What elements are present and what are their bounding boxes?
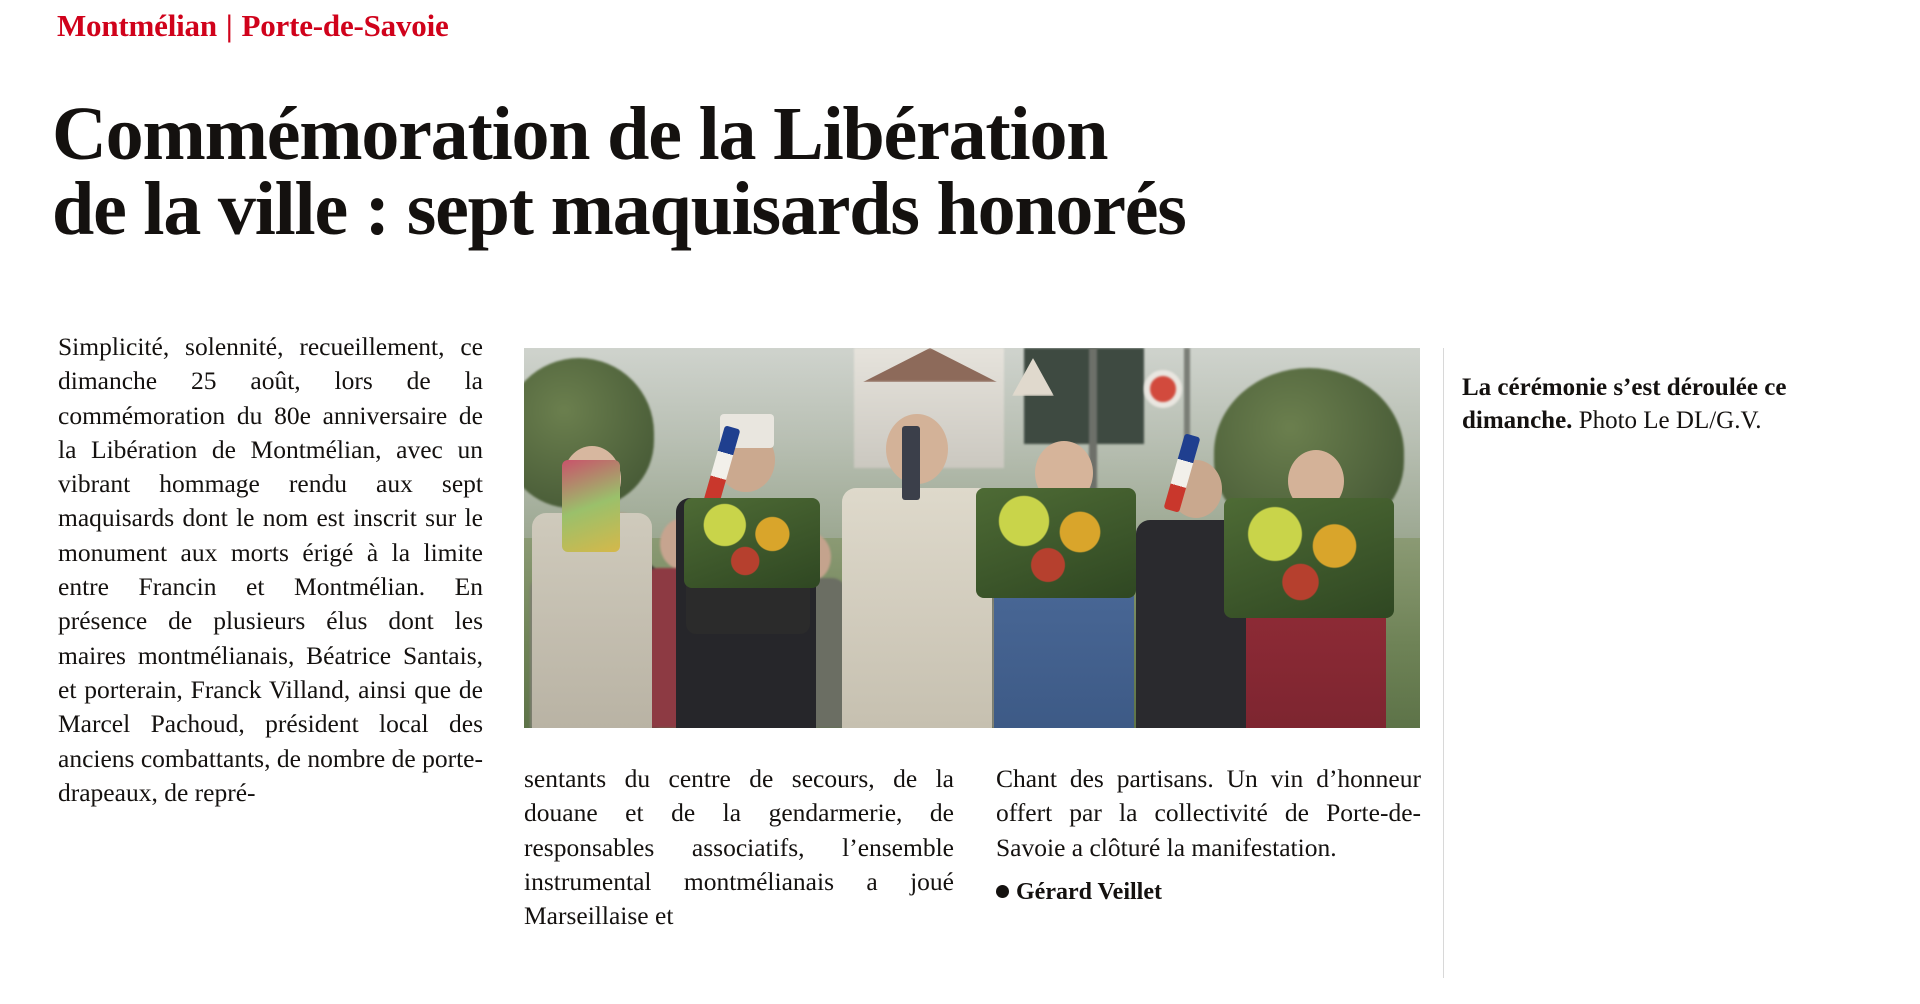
column-divider [1443,348,1444,978]
page-title [52,91,1842,252]
article-body [0,330,1920,1004]
headline-line-1: Commémoration de la Libération [52,91,1108,176]
kicker-section: Porte-de-Savoie [241,8,449,43]
headline-line-2: de la ville : sept maquisards honorés [52,167,1186,252]
bullet-icon [996,885,1009,898]
article-column-3 [996,762,1421,906]
article-paragraph: sentants du centre de secours, de la douane et de la gendarmerie, de responsables associatifs, l’ensemble instrumental montmélianais a joué Marseillaise et [524,764,954,931]
kicker-town: Montmélian [57,8,217,43]
kicker [57,8,449,44]
byline [996,879,1421,906]
byline-author: Gérard Veillet [1016,878,1162,905]
caption-credit: Photo Le DL/G.V. [1572,406,1762,434]
article-column-1 [58,330,483,810]
article-paragraph: Simplicité, solennité, recueillement, ce dimanche 25 août, lors de la commémoration du 80e anniversaire de la Libération de Montmélian, avec un vibrant hommage rendu aux sept maquisards dont le nom est inscrit sur le monument aux morts érigé à la limite entre Francin et Montmélian. En présence de plusieurs élus dont les maires montmélianais, Béatrice Santais, et porterain, Franck Villand, ainsi que de Marcel Pachoud, président local des anciens combattants, de nombre de porte-drapeaux, de repré- [58,332,483,807]
caption-lead: La cérémonie s’est déroulée ce dimanche. [1462,374,1787,434]
article-paragraph: Chant des partisans. Un vin d’honneur offert par la collectivité de Porte-de-Savoie a clôturé la manifestation. [996,764,1421,862]
page-top-rule [0,0,1920,1]
kicker-separator: | [225,8,233,43]
article-column-2 [524,762,954,933]
